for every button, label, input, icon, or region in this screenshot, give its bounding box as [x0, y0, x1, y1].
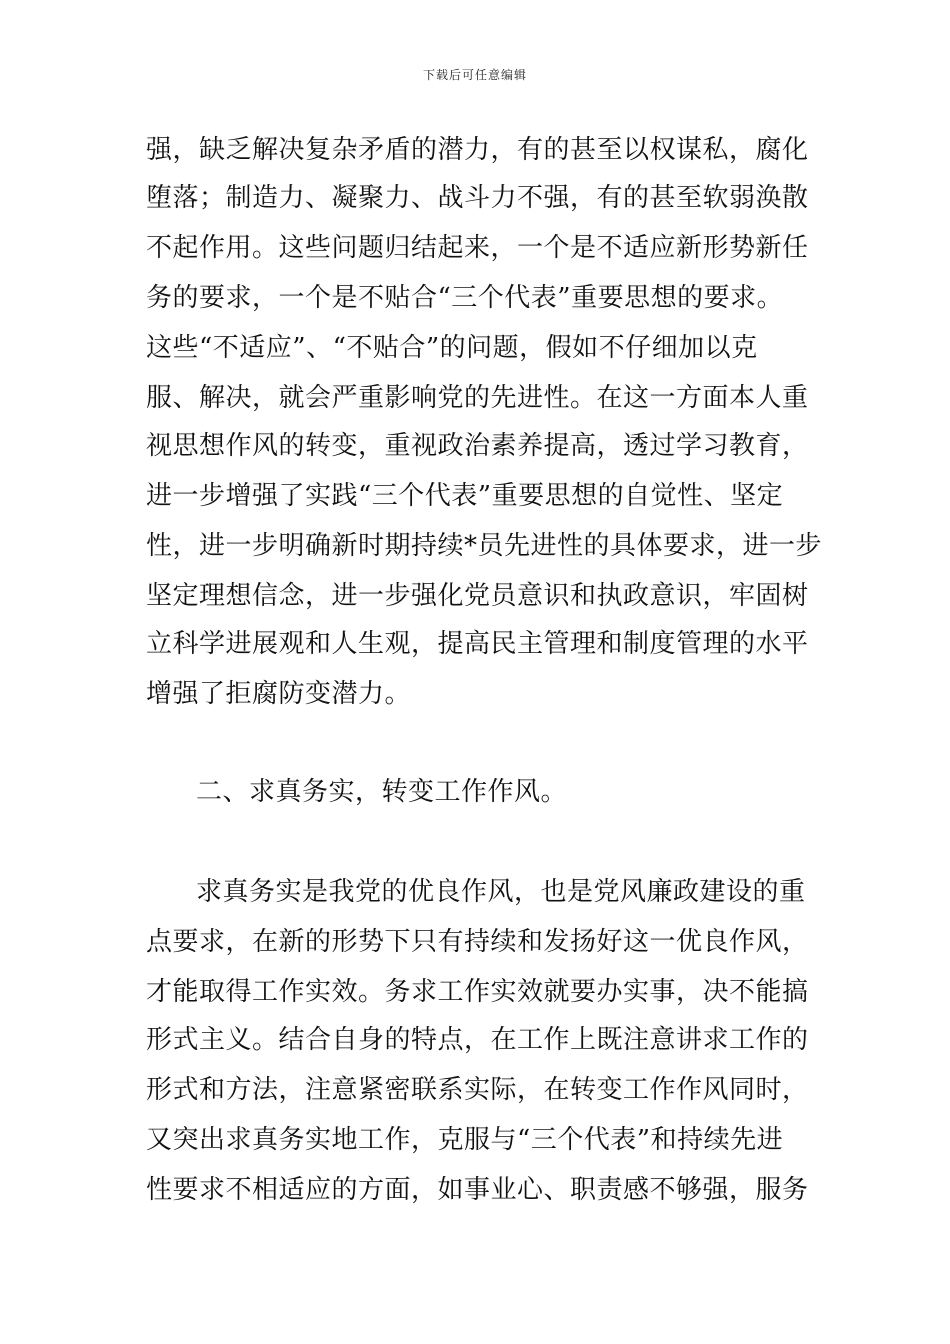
paragraph1-line: 增强了拒腐防变潜力。 — [146, 679, 412, 709]
paragraph1-line: 服、解决，就会严重影响党的先进性。在这一方面本人重 — [146, 383, 809, 413]
paragraph1-line: 强，缺乏解决复杂矛盾的潜力，有的甚至以权谋私，腐化 — [146, 135, 809, 165]
paragraph1-line: 立科学进展观和人生观，提高民主管理和制度管理的水平 — [146, 629, 809, 659]
paragraph1-line: 性，进一步明确新时期持续*员先进性的具体要求，进一步 — [146, 531, 823, 561]
header-note: 下载后可任意编辑 — [422, 68, 527, 82]
paragraph1-line: 这些“不适应”、“不贴合”的问题，假如不仔细加以克 — [146, 333, 758, 363]
paragraph2-line: 形式主义。结合自身的特点，在工作上既注意讲求工作的 — [146, 1025, 809, 1055]
paragraph1-line: 视思想作风的转变，重视政治素养提高，透过学习教育， — [146, 431, 809, 461]
paragraph2-line: 才能取得工作实效。务求工作实效就要办实事，决不能搞 — [146, 977, 809, 1007]
paragraph1-line: 堕落；制造力、凝聚力、战斗力不强，有的甚至软弱涣散 — [146, 183, 809, 213]
paragraph2-line: 形式和方法，注意紧密联系实际，在转变工作作风同时， — [146, 1075, 809, 1105]
paragraph2-line: 又突出求真务实地工作，克服与“三个代表”和持续先进 — [146, 1125, 784, 1155]
paragraph1-line: 坚定理想信念，进一步强化党员意识和执政意识，牢固树 — [146, 581, 809, 611]
paragraph1-line: 务的要求，一个是不贴合“三个代表”重要思想的要求。 — [146, 283, 784, 313]
paragraph2-line: 求真务实是我党的优良作风，也是党风廉政建设的重 — [196, 877, 806, 907]
paragraph2-line: 点要求，在新的形势下只有持续和发扬好这一优良作风， — [146, 927, 809, 957]
section-heading: 二、求真务实，转变工作作风。 — [196, 777, 568, 807]
paragraph2-line: 性要求不相适应的方面，如事业心、职责感不够强，服务 — [146, 1175, 809, 1205]
paragraph1-line: 不起作用。这些问题归结起来，一个是不适应新形势新任 — [146, 233, 809, 263]
paragraph1-line: 进一步增强了实践“三个代表”重要思想的自觉性、坚定 — [146, 481, 784, 511]
